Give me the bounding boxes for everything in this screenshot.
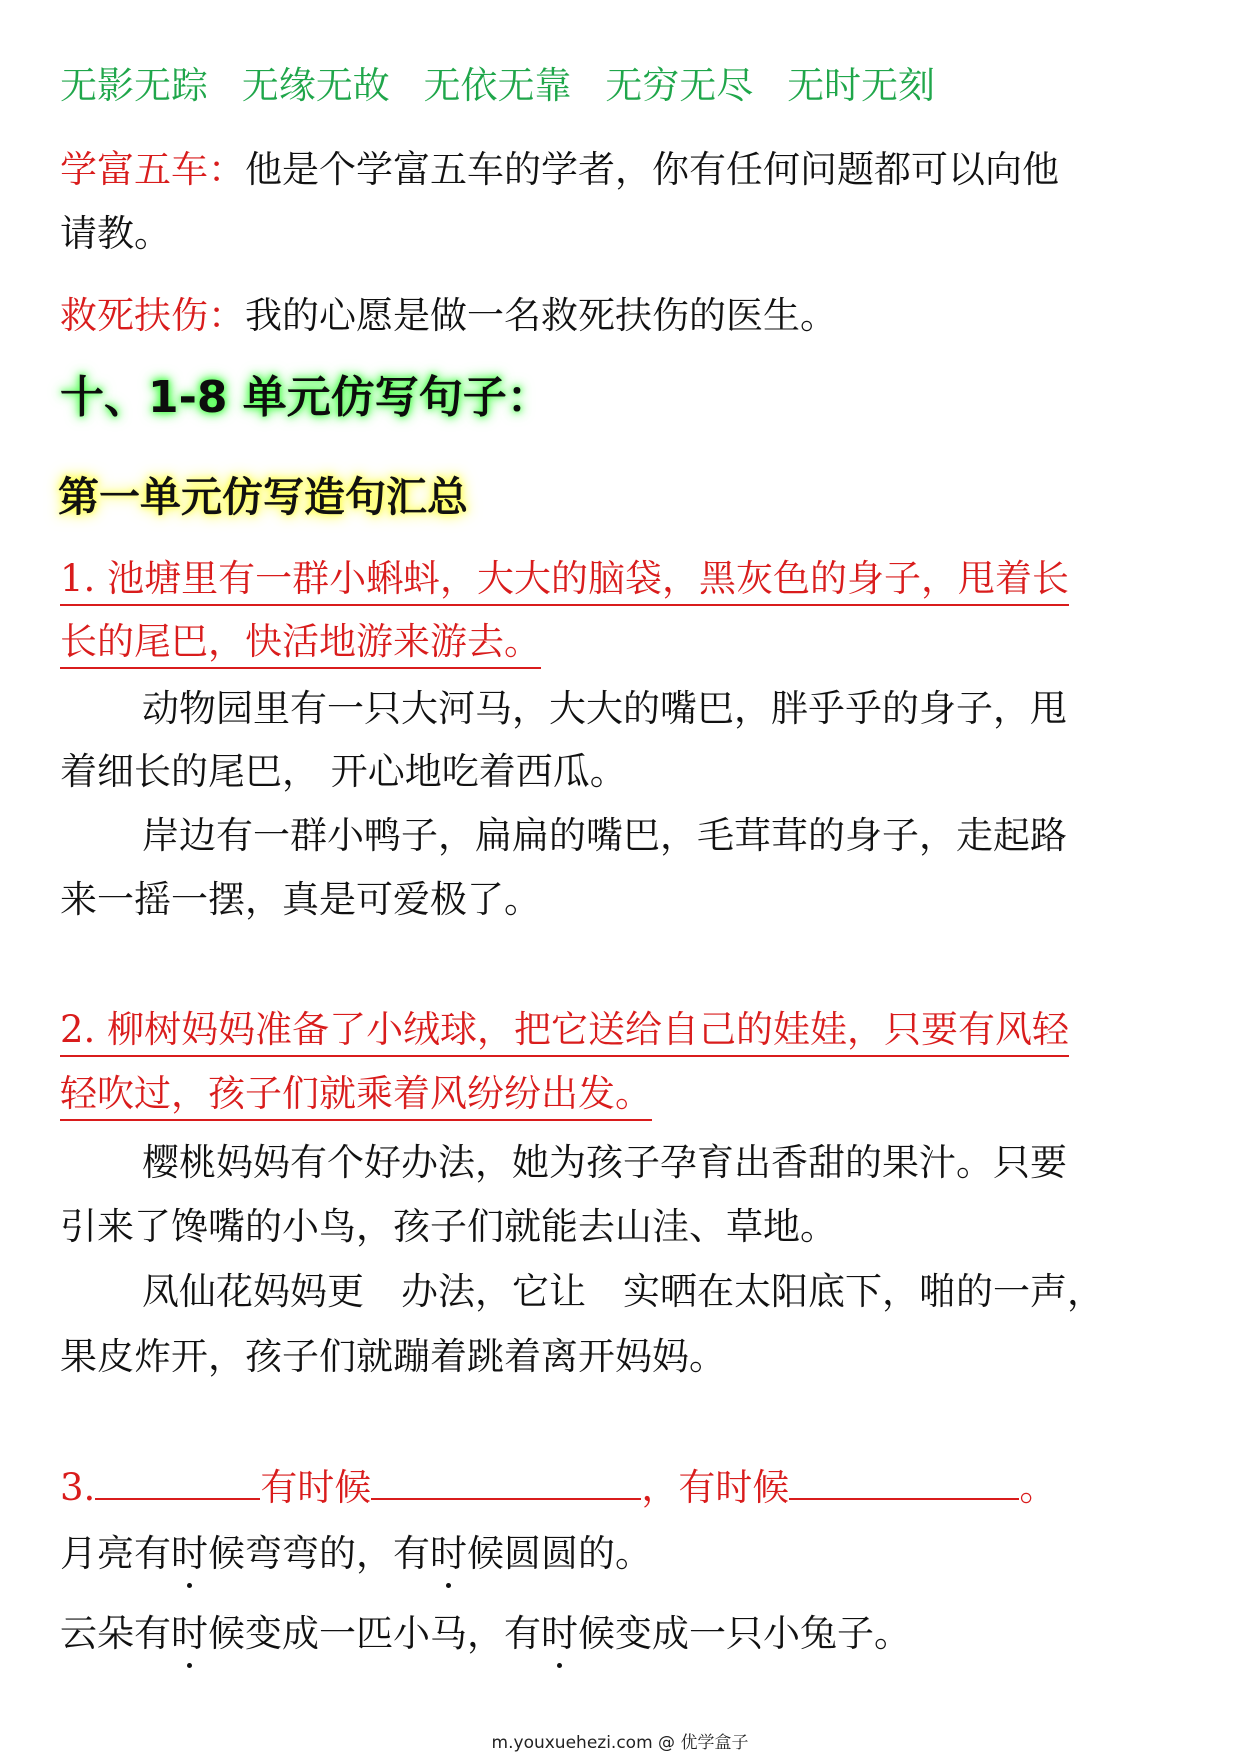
emphasis-text: 有时候 — [393, 1530, 504, 1578]
item-2-example-2-line-2: 果皮炸开，孩子们就蹦着跳着离开妈妈。 — [60, 1335, 726, 1378]
entry-1-line-2: 请教。 — [60, 212, 171, 255]
emphasis-text: 有时候 — [504, 1610, 615, 1658]
item-1-prompt-line-2: 长的尾巴，快活地游来游去。 — [60, 618, 541, 666]
emphasis-text: 有时候 — [134, 1610, 245, 1658]
item-1-example-2-line-1: 岸边有一群小鸭子，扁扁的嘴巴，毛茸茸的身子，走起路 — [142, 814, 1067, 857]
idiom-1: 无影无踪 — [60, 64, 208, 107]
entry-1-text: 他是个学富五车的学者，你有任何问题都可以向他 — [245, 148, 1059, 191]
idiom-3: 无依无靠 — [423, 64, 572, 107]
item-2-example-2-line-1: 凤仙花妈妈更 办法，它让 实晒在太阳底下，啪的一声， — [142, 1270, 1104, 1313]
item-2-prompt-line-1: 2. 柳树妈妈准备了小绒球，把它送给自己的娃娃，只要有风轻 — [60, 1006, 1069, 1054]
item-1-prompt-line-1: 1. 池塘里有一群小蝌蚪，大大的脑袋，黑灰色的身子，甩着长 — [60, 555, 1069, 603]
item-1-example-2-line-2: 来一摇一摆，真是可爱极了。 — [60, 878, 541, 921]
item-2-prompt-line-2: 轻吹过，孩子们就乘着风纷纷出发。 — [60, 1070, 652, 1118]
idiom-4: 无穷无尽 — [605, 64, 754, 107]
footer-watermark: m.youxuehezi.com @ 优学盒子 — [491, 1733, 749, 1753]
item-2-example-1-line-1: 樱桃妈妈有个好办法，她为孩子孕育出香甜的果汁。只要 — [142, 1141, 1067, 1184]
idiom-2: 无缘无故 — [241, 64, 390, 107]
blank-3 — [789, 1464, 1019, 1500]
blank-1 — [95, 1464, 260, 1500]
item-3-number: 3. — [60, 1466, 96, 1509]
item-3-prompt — [60, 1464, 1056, 1512]
item-3-comma: ， — [641, 1466, 679, 1509]
item-3-part-1: 有时候 — [260, 1466, 372, 1509]
idiom-5: 无时无刻 — [787, 64, 936, 107]
section-title: 十、1-8 单元仿写句子： — [60, 372, 551, 423]
entry-1-term: 学富五车： — [60, 148, 245, 191]
subsection-title: 第一单元仿写造句汇总 — [58, 473, 468, 521]
blank-2 — [371, 1464, 641, 1500]
entry-2 — [60, 292, 837, 340]
item-1-example-1-line-2: 着细长的尾巴， 开心地吃着西瓜。 — [60, 750, 627, 793]
entry-1-line-1 — [60, 146, 1059, 194]
item-3-example-2: 云朵有时候变成一匹小马，有时候变成一只小兔子。 — [60, 1610, 911, 1658]
emphasis-text: 有时候 — [134, 1530, 245, 1578]
entry-2-term: 救死扶伤： — [60, 294, 245, 337]
entry-2-text: 我的心愿是做一名救死扶伤的医生。 — [245, 294, 837, 337]
idiom-list — [60, 62, 957, 110]
item-3-part-2: 有时候 — [678, 1466, 790, 1509]
item-1-example-1-line-1: 动物园里有一只大河马，大大的嘴巴，胖乎乎的身子，甩 — [142, 687, 1067, 730]
item-3-end: 。 — [1019, 1466, 1057, 1509]
item-3-example-1: 月亮有时候弯弯的，有时候圆圆的。 — [60, 1530, 652, 1578]
item-2-example-1-line-2: 引来了馋嘴的小鸟，孩子们就能去山洼、草地。 — [60, 1205, 837, 1248]
